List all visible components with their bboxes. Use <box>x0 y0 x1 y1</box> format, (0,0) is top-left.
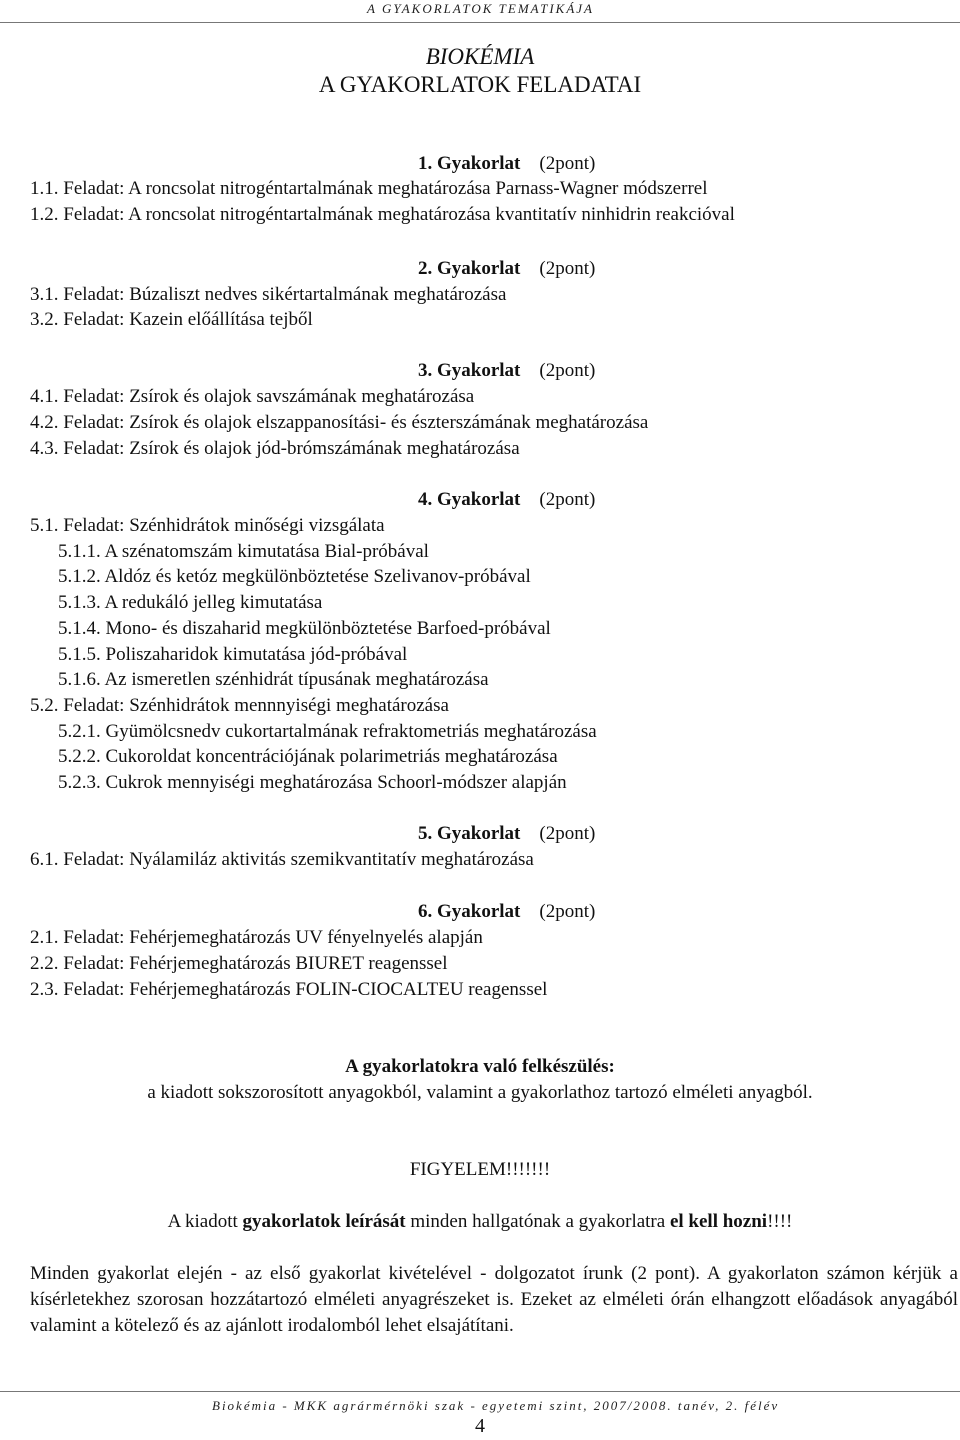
task-item: 6.1. Feladat: Nyálamiláz aktivitás szemikvantitatív meghatározása <box>30 849 534 870</box>
final-paragraph: Minden gyakorlat elején - az első gyakorlat kivételével - dolgozatot írunk (2 pont). A gyakorlaton számon kérjük a kísérletekhez szorosan hozzátartozó elméleti anyagrészeket is. Ezeket az elméleti órán elhangzott előadások anyagából valamint a kötelező és az ajánlott irodalomból lehet elsajátítani. <box>30 1263 958 1336</box>
warning-heading: FIGYELEM!!!!!!! <box>409 1159 551 1180</box>
document-title: BIOKÉMIA <box>425 44 535 69</box>
task-item: 4.2. Feladat: Zsírok és olajok elszappanosítási- és észterszámának meghatározása <box>30 412 649 433</box>
subtask-item: 5.1.4. Mono- és diszaharid megkülönböztetése Barfoed-próbával <box>58 618 551 639</box>
task-item: 3.2. Feladat: Kazein előállítása tejből <box>30 309 313 330</box>
warning-bold-handouts: gyakorlatok leírását <box>242 1211 406 1232</box>
practical-heading: 1. Gyakorlat (2pont) <box>418 153 596 174</box>
footer <box>0 1391 960 1413</box>
task-item: 2.1. Feladat: Fehérjemeghatározás UV fényelnyelés alapján <box>30 927 483 948</box>
warning-text: A kiadott gyakorlatok leírását minden hallgatónak a gyakorlatra el kell hozni!!!! <box>167 1211 793 1232</box>
task-item: 1.1. Feladat: A roncsolat nitrogéntartalmának meghatározása Parnass-Wagner módszerrel <box>30 178 708 199</box>
task-item: 4.1. Feladat: Zsírok és olajok savszámának meghatározása <box>30 386 475 407</box>
footer-text: Biokémia - MKK agrármérnöki szak - egyetemi szint, 2007/2008. tanév, 2. félév <box>212 1398 780 1413</box>
task-item: 2.3. Feladat: Fehérjemeghatározás FOLIN-CIOCALTEU reagenssel <box>30 979 548 1000</box>
running-header-title: A GYAKORLATOK TEMATIKÁJA <box>367 1 594 16</box>
task-item: 2.2. Feladat: Fehérjemeghatározás BIURET reagenssel <box>30 953 448 974</box>
practical-heading: 2. Gyakorlat (2pont) <box>418 258 596 279</box>
subtask-item: 5.1.1. A szénatomszám kimutatása Bial-próbával <box>58 541 429 562</box>
task-item: 4.3. Feladat: Zsírok és olajok jód-brómszámának meghatározása <box>30 438 520 459</box>
document-subtitle: A GYAKORLATOK FELADATAI <box>318 72 642 97</box>
task-item: 1.2. Feladat: A roncsolat nitrogéntartalmának meghatározása kvantitatív ninhidrin reakcióval <box>30 204 735 225</box>
subtask-item: 5.2.3. Cukrok mennyiségi meghatározása Schoorl-módszer alapján <box>58 772 567 793</box>
practical-heading: 3. Gyakorlat (2pont) <box>418 360 596 381</box>
practical-heading: 4. Gyakorlat (2pont) <box>418 489 596 510</box>
subtask-item: 5.1.2. Aldóz és ketóz megkülönböztetése Szelivanov-próbával <box>58 566 531 587</box>
task-item: 5.2. Feladat: Szénhidrátok mennnyiségi meghatározása <box>30 695 449 716</box>
running-header <box>0 0 960 23</box>
subtask-item: 5.1.5. Poliszaharidok kimutatása jód-próbával <box>58 644 408 665</box>
subtask-item: 5.2.1. Gyümölcsnedv cukortartalmának refraktometriás meghatározása <box>58 721 597 742</box>
task-item: 5.1. Feladat: Szénhidrátok minőségi vizsgálata <box>30 515 385 536</box>
subtask-item: 5.1.3. A redukáló jelleg kimutatása <box>58 592 323 613</box>
page-number: 4 <box>475 1415 485 1437</box>
warning-bold-must-bring: el kell hozni <box>669 1211 768 1232</box>
task-item: 3.1. Feladat: Búzaliszt nedves sikértartalmának meghatározása <box>30 284 507 305</box>
subtask-item: 5.2.2. Cukoroldat koncentrációjának polarimetriás meghatározása <box>58 746 558 767</box>
subtask-item: 5.1.6. Az ismeretlen szénhidrát típusának meghatározása <box>58 669 489 690</box>
preparation-heading: A gyakorlatokra való felkészülés: <box>345 1056 615 1077</box>
preparation-text: a kiadott sokszorosított anyagokból, valamint a gyakorlathoz tartozó elméleti anyagból. <box>147 1082 813 1103</box>
practical-heading: 6. Gyakorlat (2pont) <box>418 901 596 922</box>
practical-heading: 5. Gyakorlat (2pont) <box>418 823 596 844</box>
